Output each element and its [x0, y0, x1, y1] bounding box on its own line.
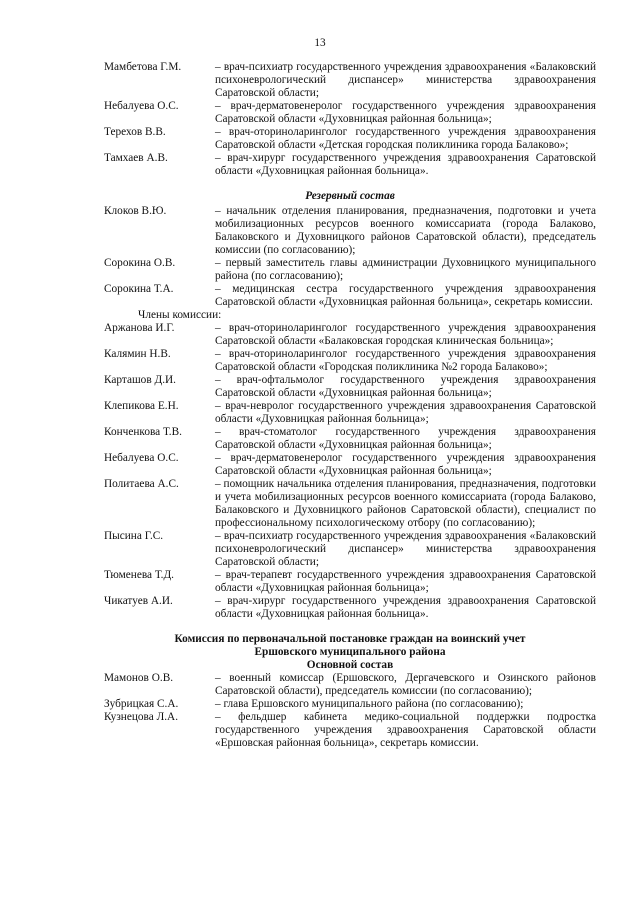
person-name: Клоков В.Ю. — [104, 205, 167, 217]
main-section-title: Основной состав — [306, 659, 394, 671]
person-name: Сорокина Т.А. — [104, 283, 174, 295]
list-entry — [104, 322, 596, 348]
list-entry — [104, 711, 596, 750]
person-position: – врач-хирург государственного учреждения здравоохранения Саратовской области «Духовницкая районная больница». — [215, 152, 596, 177]
person-name: Чикатуев А.И. — [104, 595, 173, 607]
person-name: Клепикова Е.Н. — [104, 400, 179, 412]
members-label: Члены комиссии: — [138, 309, 222, 321]
commission-title-line: Комиссия по первоначальной постановке граждан на воинский учет — [174, 633, 526, 645]
person-name: Терехов В.В. — [104, 126, 166, 138]
list-entry — [104, 100, 596, 126]
person-position: – врач-оториноларинголог государственного учреждения здравоохранения Саратовской области «Детская городская поликлиника города Балаково»; — [215, 126, 596, 151]
person-position: – медицинская сестра государственного учреждения здравоохранения Саратовской области «Духовницкая районная больница», секретарь комиссии. — [215, 283, 596, 308]
list-entry — [104, 152, 596, 178]
person-name: Тюменева Т.Д. — [104, 569, 174, 581]
person-position: – врач-психиатр государственного учреждения здравоохранения «Балаковский психоневрологический диспансер» министерства здравоохранения Саратовской области; — [215, 530, 596, 568]
list-entry — [104, 205, 596, 257]
person-position: – врач-дерматовенеролог государственного учреждения здравоохранения Саратовской области «Духовницкая районная больница»; — [215, 452, 596, 477]
person-name: Кузнецова Л.А. — [104, 711, 179, 723]
list-entry — [104, 400, 596, 426]
person-position: – врач-хирург государственного учреждения здравоохранения Саратовской области «Духовницкая районная больница». — [215, 595, 596, 620]
person-name: Калямин Н.В. — [104, 348, 171, 360]
person-position: – военный комиссар (Ершовского, Дергачевского и Озинского районов Саратовской области), председатель комиссии (по согласованию); — [215, 672, 596, 697]
person-position: – фельдшер кабинета медико-социальной поддержки подростка государственного учреждения здравоохранения Саратовской области «Ершовская районная больница», секретарь комиссии. — [215, 711, 596, 749]
commission-title-line: Ершовского муниципального района — [254, 646, 446, 658]
person-position: – врач-оториноларинголог государственного учреждения здравоохранения Саратовской области «Городская поликлиника №2 города Балаково»; — [215, 348, 596, 373]
person-name: Зубрицкая С.А. — [104, 698, 179, 710]
list-entry — [104, 478, 596, 530]
list-entry — [104, 374, 596, 400]
person-position: – начальник отделения планирования, предназначения, подготовки и учета мобилизационных ресурсов военного комиссариата (города Балаково, Балаковского и Духовницкого районов Саратовской области), председатель комиссии (по согласованию); — [215, 205, 596, 256]
list-entry — [104, 569, 596, 595]
list-entry — [104, 452, 596, 478]
commission-title — [104, 633, 596, 659]
person-name: Конченкова Т.В. — [104, 426, 182, 438]
person-position: – врач-офтальмолог государственного учреждения здравоохранения Саратовской области «Духовницкая районная больница»; — [215, 374, 596, 399]
list-entry — [104, 61, 596, 100]
person-name: Небалуева О.С. — [104, 100, 179, 112]
document-body — [104, 61, 596, 750]
person-name: Карташов Д.И. — [104, 374, 177, 386]
person-name: Тамхаев А.В. — [104, 152, 168, 164]
person-position: – врач-терапевт государственного учреждения здравоохранения Саратовской области «Духовницкая районная больница»; — [215, 569, 596, 594]
person-position: – врач-оториноларинголог государственного учреждения здравоохранения Саратовской области «Балаковская городская клиническая больница»; — [215, 322, 596, 347]
page-number: 13 — [314, 37, 326, 49]
person-position: – врач-стоматолог государственного учреждения здравоохранения Саратовской области «Духовницкая районная больница»; — [215, 426, 596, 451]
person-name: Мамбетова Г.М. — [104, 61, 182, 73]
list-entry — [104, 257, 596, 283]
person-name: Небалуева О.С. — [104, 452, 179, 464]
person-name: Пысина Г.С. — [104, 530, 164, 542]
list-entry — [104, 126, 596, 152]
list-entry — [104, 698, 596, 711]
list-entry — [104, 672, 596, 698]
person-position: – первый заместитель главы администрации Духовницкого муниципального района (по согласованию); — [215, 257, 596, 282]
list-entry — [104, 283, 596, 309]
person-position: – глава Ершовского муниципального района (по согласованию); — [215, 698, 524, 710]
person-position: – помощник начальника отделения планирования, предназначения, подготовки и учета мобилизационных ресурсов военного комиссариата (города Балаково, Балаковского и Духовницкого районов Саратовской области), специалист по профессиональному психологическому отбору (по согласованию); — [215, 478, 596, 529]
list-entry — [104, 595, 596, 621]
reserve-section-title: Резервный состав — [305, 190, 395, 202]
list-entry — [104, 348, 596, 374]
person-name: Сорокина О.В. — [104, 257, 176, 269]
person-position: – врач-невролог государственного учреждения здравоохранения Саратовской области «Духовницкая районная больница»; — [215, 400, 596, 425]
list-entry — [104, 426, 596, 452]
person-name: Аржанова И.Г. — [104, 322, 175, 334]
person-position: – врач-психиатр государственного учреждения здравоохранения «Балаковский психоневрологический диспансер» министерства здравоохранения Саратовской области; — [215, 61, 596, 99]
person-position: – врач-дерматовенеролог государственного учреждения здравоохранения Саратовской области «Духовницкая районная больница»; — [215, 100, 596, 125]
list-entry — [104, 530, 596, 569]
person-name: Политаева А.С. — [104, 478, 179, 490]
person-name: Мамонов О.В. — [104, 672, 174, 684]
